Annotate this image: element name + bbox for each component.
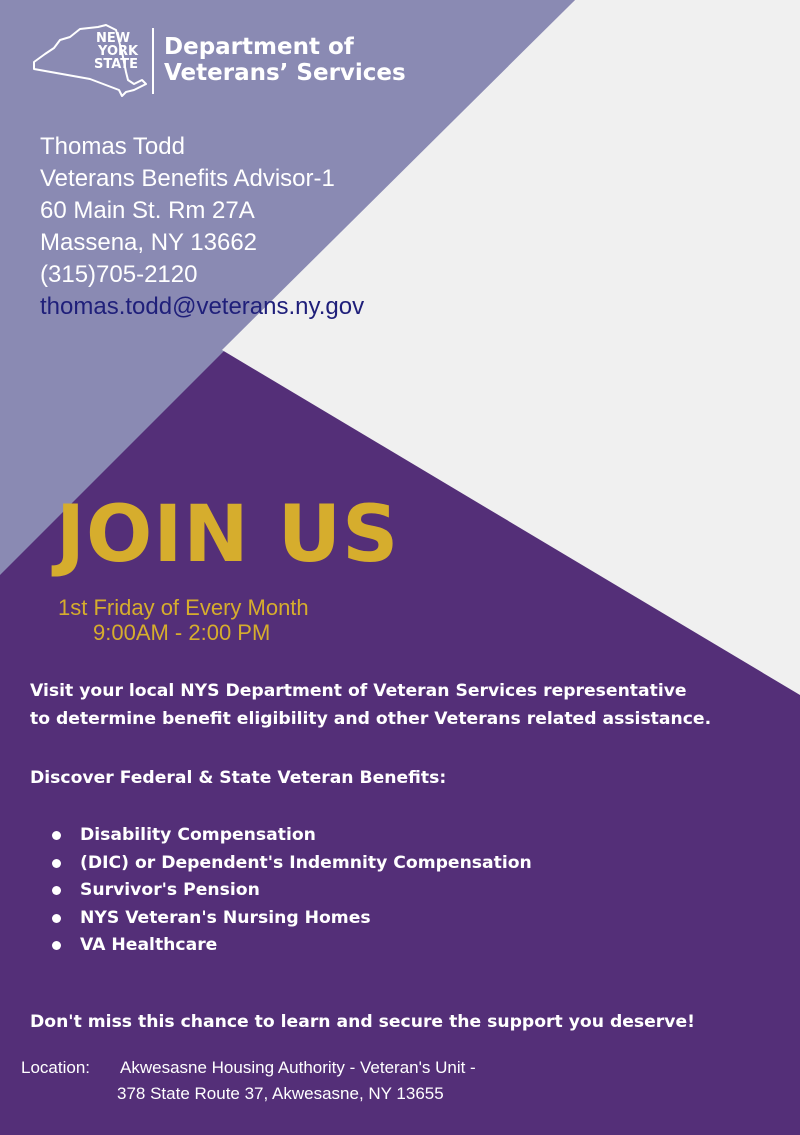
- location-label: Location:: [21, 1058, 90, 1077]
- location-line1: Akwesasne Housing Authority - Veteran's Unit -: [120, 1058, 476, 1077]
- schedule-day: 1st Friday of Every Month: [58, 595, 309, 620]
- join-us-headline: JOIN US: [56, 490, 400, 580]
- benefit-label: Disability Compensation: [80, 825, 316, 845]
- location-line2: 378 State Route 37, Akwesasne, NY 13655: [117, 1084, 444, 1103]
- list-item: [52, 850, 532, 878]
- benefit-label: Survivor's Pension: [80, 880, 260, 901]
- bullet-icon: [52, 831, 61, 840]
- list-item: [52, 822, 532, 850]
- benefit-label: NYS Veteran's Nursing Homes: [80, 907, 371, 928]
- bullet-icon: [52, 914, 61, 923]
- contact-street: 60 Main St. Rm 27A: [40, 197, 255, 224]
- benefit-label: VA Healthcare: [80, 935, 218, 956]
- bullet-icon: [52, 941, 61, 950]
- bullet-icon: [52, 886, 61, 895]
- list-item: [52, 877, 532, 905]
- contact-email-link[interactable]: thomas.todd@veterans.ny.gov: [40, 293, 365, 320]
- nys-dvs-logo: [30, 24, 406, 98]
- logo-divider: [152, 28, 154, 94]
- list-item: [52, 932, 532, 960]
- bullet-icon: [52, 859, 61, 868]
- schedule-time: 9:00AM - 2:00 PM: [93, 620, 271, 645]
- contact-title: Veterans Benefits Advisor-1: [40, 165, 335, 192]
- benefit-label: (DIC) or Dependent's Indemnity Compensation: [80, 852, 532, 873]
- benefits-list: [52, 822, 532, 960]
- list-item: [52, 905, 532, 933]
- department-name-line2: Veterans’ Services: [164, 60, 406, 86]
- state-name-line3: STATE: [94, 57, 139, 72]
- closing-statement: Don't miss this chance to learn and secure the support you deserve!: [30, 1012, 695, 1032]
- state-name-line1: NEW: [96, 31, 131, 46]
- benefits-heading: Discover Federal & State Veteran Benefits:: [30, 768, 447, 788]
- state-name-line2: YORK: [98, 44, 139, 59]
- intro-line1: Visit your local NYS Department of Veteran Services representative: [30, 681, 687, 701]
- contact-phone: (315)705-2120: [40, 261, 198, 288]
- intro-line2: to determine benefit eligibility and other Veterans related assistance.: [30, 709, 712, 729]
- contact-name: Thomas Todd: [40, 133, 185, 160]
- contact-city: Massena, NY 13662: [40, 229, 258, 256]
- department-name-line1: Department of: [164, 34, 354, 60]
